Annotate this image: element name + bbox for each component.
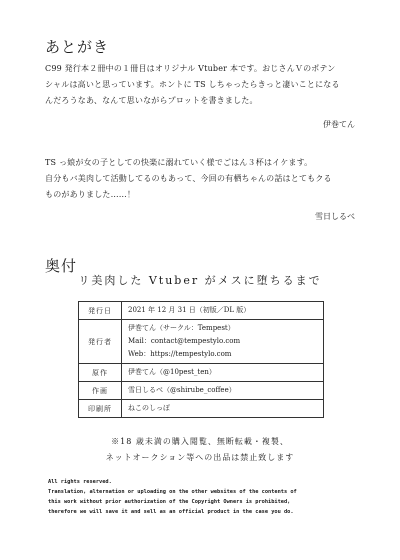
web-line[interactable]: Web：https://tempestylo.com bbox=[128, 350, 232, 358]
afterword-paragraph-2 bbox=[45, 155, 365, 203]
row-value bbox=[122, 382, 324, 400]
mail-line[interactable]: Mail：contact@tempestylo.com bbox=[128, 337, 241, 345]
row-label: 発行者 bbox=[79, 320, 122, 364]
rights-line: All rights reserved. bbox=[48, 479, 112, 485]
author-signature-2: 雪日しるべ bbox=[315, 212, 355, 221]
text-line: シャルは高いと思っています。ホントに TS しちゃったらきっと凄いことになる bbox=[45, 80, 340, 89]
notice-line: ※18 歳未満の購入閲覧、無断転載・複製、 bbox=[111, 437, 289, 446]
book-title: リ美肉した Vtuber がメスに堕ちるまで bbox=[78, 274, 322, 287]
row-value bbox=[122, 400, 324, 418]
rights-line: Translation, alternation or uploading on the other websites of the contents of bbox=[48, 489, 297, 495]
text-line: ものがありました……！ bbox=[45, 190, 136, 199]
author-signature-1: 伊巻てん bbox=[323, 120, 355, 129]
colophon-row-art bbox=[79, 382, 324, 400]
value-line: 雪日しるべ（@shirube_coffee） bbox=[128, 386, 236, 394]
value-line: 伊巻てん（サークル：Tempest） bbox=[128, 324, 235, 332]
value-line: 伊巻てん（@10pest_ten） bbox=[128, 368, 216, 376]
colophon-heading: 奥付 bbox=[45, 257, 78, 275]
row-value bbox=[122, 320, 324, 364]
value-line: 2021 年 12 月 31 日（初版／DL 版） bbox=[128, 306, 251, 314]
notice-line: ネットオークション等への出品は禁止致します bbox=[105, 453, 295, 462]
row-label: 印刷所 bbox=[79, 400, 122, 418]
colophon-row-publisher bbox=[79, 320, 324, 364]
rights-line: therefore we will save it and sell as an official product in the case you do. bbox=[48, 509, 294, 515]
colophon-table bbox=[78, 301, 324, 418]
row-label: 原作 bbox=[79, 364, 122, 382]
age-restriction-notice bbox=[0, 434, 400, 466]
row-label: 作画 bbox=[79, 382, 122, 400]
text-line: TS っ娘が女の子としての快楽に溺れていく様でごはん３杯はイケます。 bbox=[45, 158, 313, 167]
rights-line: this work without prior authorization of the Copyright Owners is prohibited, bbox=[48, 499, 291, 505]
text-line: C99 発行本２冊中の１冊目はオリジナル Vtuber 本です。おじさんＶのポテン bbox=[45, 64, 336, 73]
text-line: 自分もバ美肉して活動してるのもあって、今回の有栖ちゃんの話はとてもクる bbox=[45, 174, 332, 183]
text-line: んだろうなあ、なんて思いながらプロットを書きました。 bbox=[45, 96, 258, 105]
afterword-paragraph-1 bbox=[45, 61, 365, 109]
row-label: 発行日 bbox=[79, 302, 122, 320]
row-value bbox=[122, 364, 324, 382]
value-line: ねこのしっぽ bbox=[128, 404, 170, 412]
afterword-heading: あとがき bbox=[45, 38, 110, 56]
row-value bbox=[122, 302, 324, 320]
colophon-row-original bbox=[79, 364, 324, 382]
colophon-row-printer bbox=[79, 400, 324, 418]
copyright-notice bbox=[48, 477, 368, 517]
colophon-row-date bbox=[79, 302, 324, 320]
